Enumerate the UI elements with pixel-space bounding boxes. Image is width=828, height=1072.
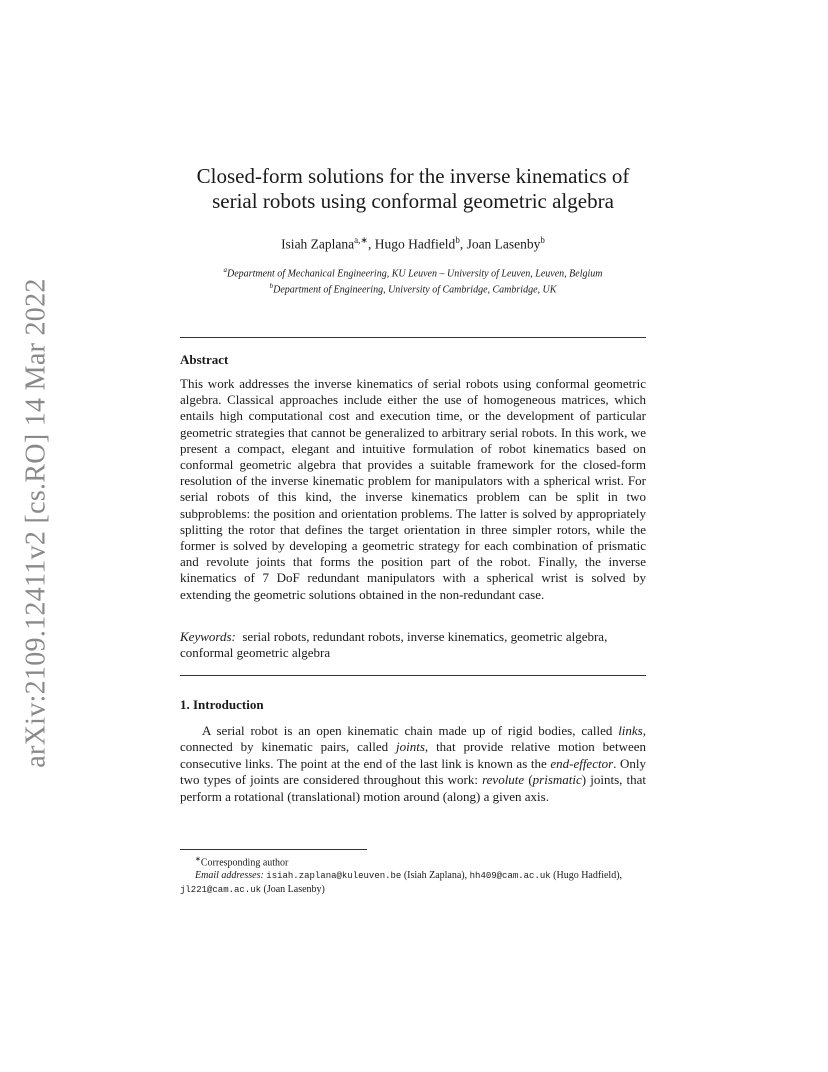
intro-text: ) joints, that perform a rotational (translational) motion around (along) a given axis. [180,772,646,804]
email-link[interactable]: isiah.zaplana@kuleuven.be [266,871,402,882]
footnote-mark: ∗ [195,855,201,863]
term-revolute: revolute [482,772,525,788]
term-joints: joints [396,739,425,755]
keywords-label: Keywords: [180,629,236,644]
introduction-paragraph [180,723,646,805]
author-affil-mark: b [455,235,460,245]
email-link[interactable]: jl221@cam.ac.uk [180,885,262,896]
intro-text: A serial robot is an open kinematic chain made up of rigid bodies, called [202,723,619,738]
title-line-2: serial robots using conformal geometric algebra [212,189,614,213]
email-owner: (Isiah Zaplana), [401,870,470,882]
keywords [180,629,646,661]
abstract-top-rule [180,337,646,338]
term-end-effector: end-effector [550,755,614,771]
title-line-1: Closed-form solutions for the inverse kinematics of [196,164,630,188]
arxiv-identifier [20,278,54,768]
affiliation-text: Department of Mechanical Engineering, KU Leuven – University of Leuven, Leuven, Belgium [227,268,603,280]
term-links: links [618,723,643,738]
keywords-text: serial robots, redundant robots, inverse kinematics, geometric algebra, conformal geometric algebra [180,629,608,661]
author-name: Joan Lasenby [466,236,541,252]
intro-text: . Only two types of joints are considered throughout this work: [180,755,647,788]
affiliation-text: Department of Engineering, University of Cambridge, Cambridge, UK [273,284,557,296]
author-affil-mark: b [540,235,545,245]
affiliation [180,280,646,296]
affiliations [180,264,646,297]
affiliation-mark: a [223,266,228,274]
author-name: Hugo Hadfield [374,236,456,252]
intro-text: ( [524,772,533,788]
footnote-emails [180,869,646,897]
footnote-corresponding [180,853,646,869]
paper-title [180,164,646,214]
abstract-body: This work addresses the inverse kinematics of serial robots using conformal geometric algebra. Classical approaches include either the use of homogeneous matrices, which entails high computational cost and execution time, or the development of particular geometric strategies that cannot be generalized to arbitrary serial robots. In this work, we present a compact, elegant and intuitive formulation of robot kinematics based on conformal geometric algebra that provides a suitable framework for the closed-form resolution of the inverse kinematic problem for manipulators with a spherical wrist. For serial robots of this kind, the inverse kinematics problem can be split in two subproblems: the position and orientation problems. The latter is solved by appropriately splitting the rotor that defines the target orientation in three simpler rotors, while the former is solved by developing a geometric strategy for each combination of prismatic and revolute joints that forms the position part of the robot. Finally, the inverse kinematics of 7 DoF redundant manipulators with a spherical wrist is solved by extending the geometric solutions obtained in the non-redundant case. [180,376,646,602]
author-name: Isiah Zaplana [281,236,355,252]
email-link[interactable]: hh409@cam.ac.uk [469,871,551,882]
abstract-heading: Abstract [180,352,229,367]
abstract-bottom-rule [180,675,646,676]
author-list: Isiah Zaplana$^{a,∗}$, Hugo Hadfield$^b$, Joan Lasenby$^b$ [281,235,545,252]
arxiv-identifier-text: arXiv:2109.12411v2 [cs.RO] 14 Mar 2022 [21,278,53,768]
footnote-corresponding-text: Corresponding author [200,857,289,869]
footnotes [180,853,646,897]
intro-text: , that provide relative motion between consecutive links. The point at the end of the last link is known as the [180,739,646,771]
email-owner: (Hugo Hadfield), [550,870,623,882]
section-heading-introduction: 1. Introduction [180,697,264,712]
email-label: Email addresses: [195,870,264,882]
footnote-rule [180,849,367,850]
affiliation [180,264,646,280]
email-owner: (Joan Lasenby) [261,884,325,896]
term-prismatic: prismatic [532,772,582,788]
intro-text: , connected by kinematic pairs, called [180,723,646,755]
author-affil-mark: a,∗ [354,235,368,245]
affiliation-mark: b [269,282,274,291]
